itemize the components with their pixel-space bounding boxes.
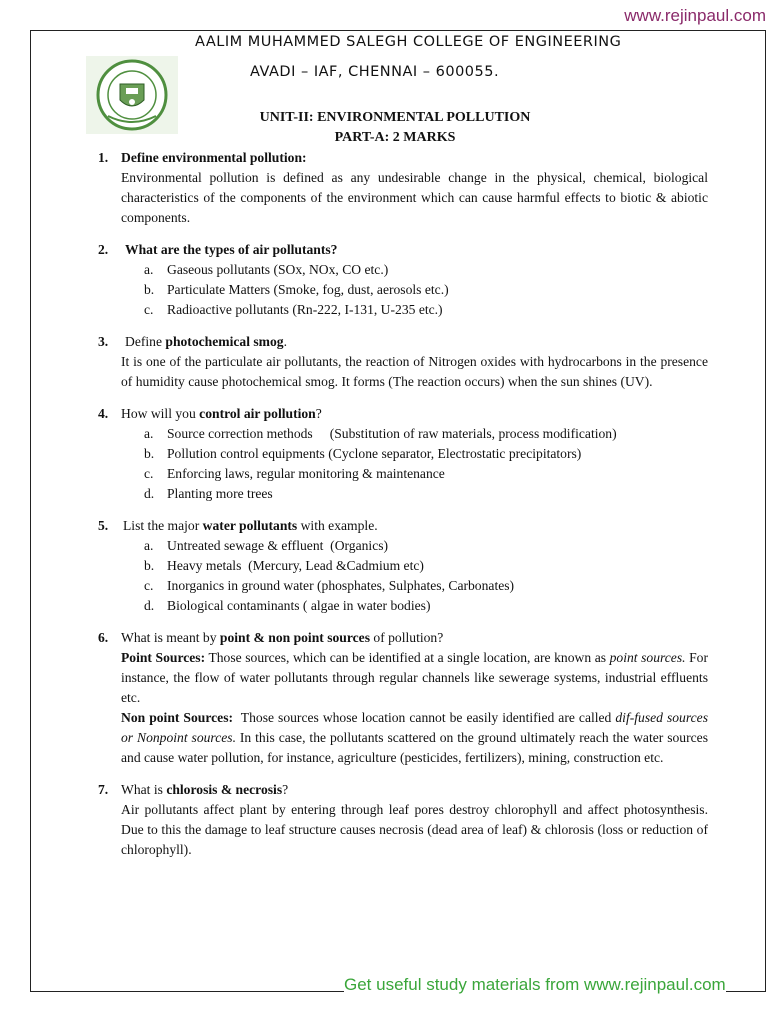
answer-list — [98, 536, 708, 616]
answer-text: Environmental pollution is defined as any undesirable change in the physical, chemical, biological characteristics of the components of the environment which can cause harmful effects to biotic & abiotic components. — [121, 170, 708, 225]
list-item: d. Biological contaminants ( algae in water bodies) — [144, 598, 431, 613]
watermark-bottom: Get useful study materials from www.rejinpaul.com — [344, 975, 726, 994]
list-item: b. Particulate Matters (Smoke, fog, dust, aerosols etc.) — [144, 282, 449, 297]
unit-heading — [0, 108, 768, 148]
list-item: a. Untreated sewage & effluent (Organics) — [144, 538, 389, 553]
college-name: AALIM MUHAMMED SALEGH COLLEGE OF ENGINEERING — [195, 34, 622, 50]
answer-list — [98, 424, 708, 504]
question-3: 3. Define photochemical smog. It is one of the particulate air pollutants, the reaction of Nitrogen oxides with hydrocarbons in the presence of humidity cause photochemical smog. It forms (The reaction occurs) when the sun shines (UV). — [98, 332, 708, 392]
question-list — [98, 148, 708, 872]
question-number: 7. — [98, 782, 109, 797]
list-item: a. Source correction methods (Substitution of raw materials, process modification) — [144, 426, 617, 441]
question-keyword: chlorosis & necrosis — [166, 782, 283, 797]
answer-list — [98, 260, 708, 320]
question-keyword: photochemical smog — [165, 334, 284, 349]
question-keyword: control air pollution — [199, 406, 316, 421]
part-title: PART-A: 2 MARKS — [334, 130, 456, 145]
list-item: b. Heavy metals (Mercury, Lead &Cadmium etc) — [144, 558, 424, 573]
question-1 — [98, 148, 708, 228]
point-sources-text: Point Sources: Those sources, which can be identified at a single location, are known as point sources. For instance, the flow of water pollutants through regular channels like sewerage systems, industrial effluents etc. — [121, 650, 708, 705]
question-number: 3. — [98, 334, 109, 349]
unit-title: UNIT-II: ENVIRONMENTAL POLLUTION — [259, 110, 531, 125]
list-item: d. Planting more trees — [144, 486, 273, 501]
question-7: 7. What is chlorosis & necrosis? Air pollutants affect plant by entering through leaf pores destroy chlorophyll and affect photosynthesis. Due to this the damage to leaf structure causes necrosis (dead area of leaf) & chlorosis (loss or reduction of chlorophyll). — [98, 780, 708, 860]
question-title: Define environmental pollution: — [121, 150, 307, 165]
question-number: 5. — [98, 518, 109, 533]
question-2 — [98, 240, 708, 320]
question-6: 6. What is meant by point & non point sources of pollution? Point Sources: Those sources, which can be identified at a single location, are known as point sources. For instance, the flow of water pollutants through regular channels like sewerage systems, industrial effluents etc. Non point Sources: Those sources whose location cannot be easily identified are called dif-fused sources or Nonpoint sources. In this case, the pollutants scattered on the ground ultimately reach the water sources and cause water pollution, for instance, agriculture (pesticides, fertilizers), mining, construction etc. — [98, 628, 708, 768]
list-item: a. Gaseous pollutants (SOx, NOx, CO etc.) — [144, 262, 389, 277]
list-item: c. Enforcing laws, regular monitoring & maintenance — [144, 466, 445, 481]
nonpoint-sources-text: Non point Sources: Those sources whose location cannot be easily identified are called dif-fused sources or Nonpoint sources. In this case, the pollutants scattered on the ground ultimately reach the water sources and cause water pollution, for instance, agriculture (pesticides, fertilizers), mining, construction etc. — [121, 710, 708, 765]
list-item: c. Inorganics in ground water (phosphates, Sulphates, Carbonates) — [144, 578, 515, 593]
question-keyword: water pollutants — [202, 518, 298, 533]
college-address: AVADI – IAF, CHENNAI – 600055. — [250, 64, 500, 80]
question-5: 5. List the major water pollutants with example. a. Untreated sewage & effluent (Organics) b. Heavy metals (Mercury, Lead &Cadmium etc) c. Inorganics in ground water (phosphates, Sulphates, Carbonates) d. Biological contaminants ( algae in water bodies) — [98, 516, 708, 616]
question-number: 6. — [98, 630, 109, 645]
question-4: 4. How will you control air pollution? a. Source correction methods (Substitution of raw materials, process modification) b. Pollution control equipments (Cyclone separator, Electrostatic precipitators) c. Enforcing laws, regular monitoring & maintenance d. Planting more trees — [98, 404, 708, 504]
question-number: 1. — [98, 150, 109, 165]
question-number: 4. — [98, 406, 109, 421]
question-number: 2. — [98, 242, 109, 257]
watermark-top: www.rejinpaul.com — [624, 6, 766, 25]
list-item: c. Radioactive pollutants (Rn-222, I-131, U-235 etc.) — [144, 302, 443, 317]
answer-text: It is one of the particulate air pollutants, the reaction of Nitrogen oxides with hydrocarbons in the presence of humidity cause photochemical smog. It forms (The reaction occurs) when the sun shines (UV). — [121, 354, 708, 389]
question-title: What are the types of air pollutants? — [125, 242, 338, 257]
answer-text: Air pollutants affect plant by entering through leaf pores destroy chlorophyll and affect photosynthesis. Due to this the damage to leaf structure causes necrosis (dead area of leaf) & chlorosis (loss or reduction of chlorophyll). — [121, 802, 708, 857]
list-item: b. Pollution control equipments (Cyclone separator, Electrostatic precipitators) — [144, 446, 582, 461]
question-keyword: point & non point sources — [219, 630, 370, 645]
